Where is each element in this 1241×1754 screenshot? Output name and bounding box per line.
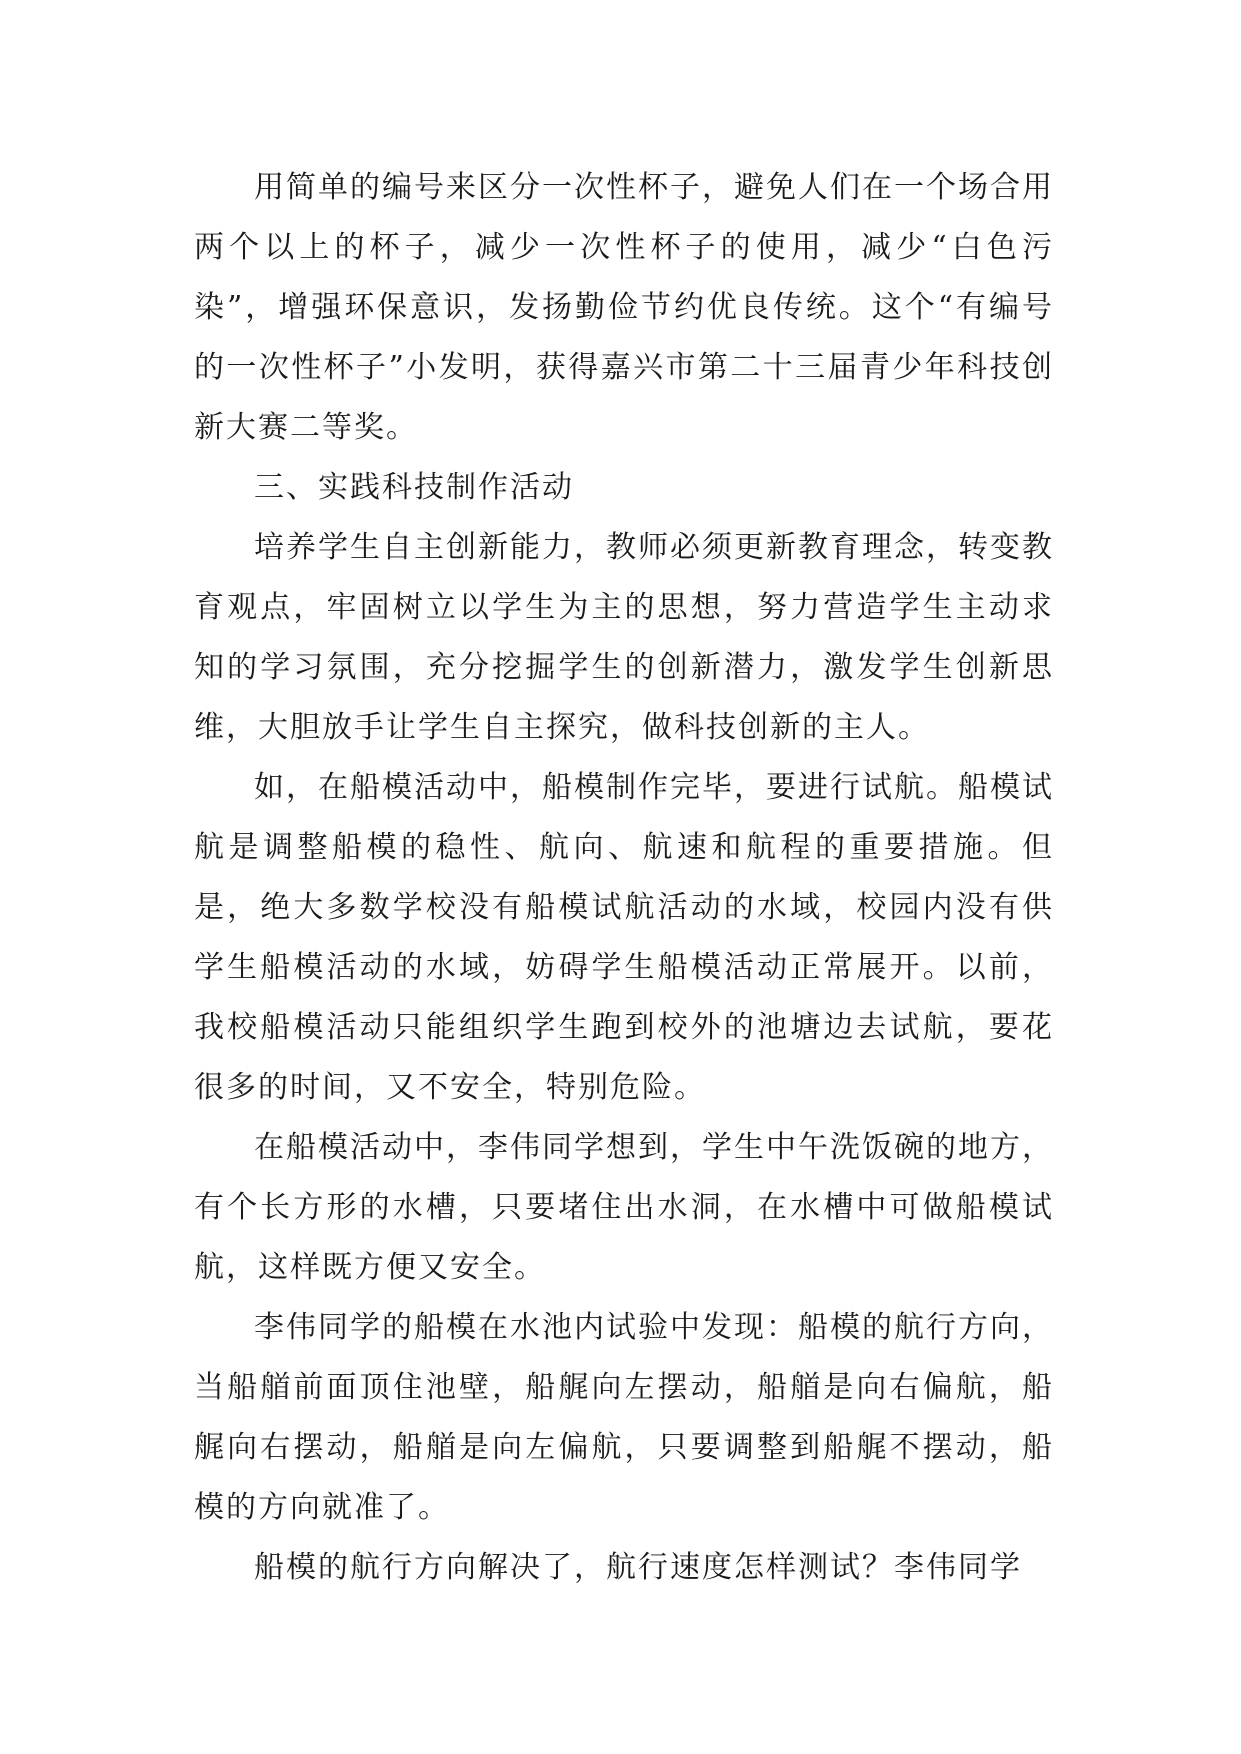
document-body: [194, 158, 1054, 1598]
paragraph-speed-test: 船模的航行方向解决了，航行速度怎样测试？李伟同学: [254, 1550, 1022, 1585]
paragraph-direction-test: 李伟同学的船模在水池内试验中发现：船模的航行方向，当船艏前面顶住池壁，船艉向左摆动，船艏是向右偏航，船艉向右摆动，船艏是向左偏航，只要调整到船艉不摆动，船模的方向就准了。: [194, 1310, 1054, 1525]
section-heading-practice: 三、实践科技制作活动: [254, 470, 574, 505]
paragraph-cup-numbering: 用简单的编号来区分一次性杯子，避免人们在一个场合用两个以上的杯子，减少一次性杯子的使用，减少“白色污染”，增强环保意识，发扬勤俭节约优良传统。这个“有编号的一次性杯子”小发明，获得嘉兴市第二十三届青少年科技创新大赛二等奖。: [194, 170, 1054, 445]
paragraph-ship-model-trial: 如，在船模活动中，船模制作完毕，要进行试航。船模试航是调整船模的稳性、航向、航速和航程的重要措施。但是，绝大多数学校没有船模试航活动的水域，校园内没有供学生船模活动的水域，妨碍学生船模活动正常展开。以前，我校船模活动只能组织学生跑到校外的池塘边去试航，要花很多的时间，又不安全，特别危险。: [194, 770, 1054, 1105]
paragraph-innovation-ability: 培养学生自主创新能力，教师必须更新教育理念，转变教育观点，牢固树立以学生为主的思想，努力营造学生主动求知的学习氛围，充分挖掘学生的创新潜力，激发学生创新思维，大胆放手让学生自主探究，做科技创新的主人。: [194, 530, 1054, 745]
paragraph-water-tank-idea: 在船模活动中，李伟同学想到，学生中午洗饭碗的地方，有个长方形的水槽，只要堵住出水洞，在水槽中可做船模试航，这样既方便又安全。: [194, 1130, 1054, 1285]
